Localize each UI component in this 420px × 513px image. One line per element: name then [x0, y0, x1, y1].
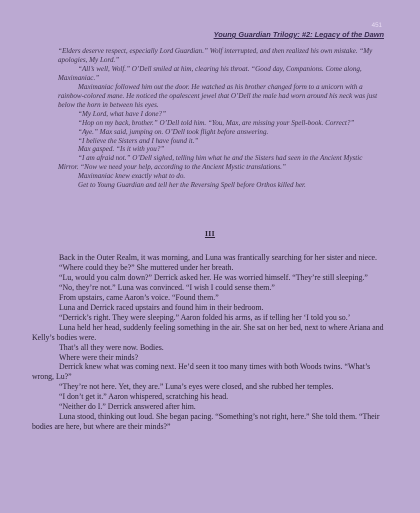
paragraph: “Where could they be?” She muttered under her breath.: [59, 262, 234, 272]
section-break-heading: III: [204, 229, 216, 238]
running-header: Young Guardian Trilogy: #2: Legacy of the Dawn: [213, 30, 384, 39]
paragraph: Luna stood, thinking out loud. She began pacing. “Something’s not right, here.” She told them. “Their bodies are here, but where are their minds?”: [32, 412, 380, 432]
paragraph: “All’s well, Wolf.” O’Dell smiled at him, clearing his throat. “Good day, Companions. Come along, Maximaniac.”: [58, 64, 362, 82]
paragraph: “I am afraid not.” O’Dell sighed, telling him what he and the Sisters had seen in the Ancient Mystic Mirror. “Now we need your help, according to the Ancient Mystic translations.”: [58, 154, 363, 172]
paragraph: “Elders deserve respect, especially Lord Guardian.” Wolf interrupted, and then realized his own mistake. “My apologies, My Lord.”: [58, 47, 373, 64]
paragraph: Maximaniac knew exactly what to do.: [78, 172, 186, 181]
paragraph: Max gasped. “Is it with you?”: [78, 145, 165, 154]
paragraph: Get to Young Guardian and tell her the Reversing Spell before Orthos killed her.: [78, 181, 306, 190]
paragraph: That’s all they were now. Bodies.: [59, 342, 164, 352]
paragraph: “I believe the Sisters and I have found it.”: [78, 136, 199, 145]
paragraph: “Derrick’s right. They were sleeping.” Aaron folded his arms, as if telling her ‘I told you so.’: [59, 312, 351, 322]
paragraph: “Neither do I.” Derrick answered after him.: [59, 402, 196, 412]
paragraph: Derrick knew what was coming next. He’d seen it too many times with both Woods twins. “What’s wrong, Lu?”: [32, 362, 371, 382]
paragraph: Luna held her head, suddenly feeling something in the air. She sat on her bed, next to where Ariana and Kelly’s bodies were.: [32, 322, 384, 342]
paragraph: “They’re not here. Yet, they are.” Luna’s eyes were closed, and she rubbed her temples.: [59, 382, 334, 392]
paragraph: “I don’t get it.” Aaron whispered, scratching his head.: [59, 392, 229, 402]
italic-passage: [58, 47, 382, 190]
paragraph: “Hop on my back, brother.” O’Dell told him. “You, Max, are missing your Spell-book. Correct?”: [78, 118, 355, 127]
paragraph: Maximaniac followed him out the door. He watched as his brother changed form to a unicorn with a rainbow-colored mane. He noticed the opalescent jewel that O’Dell the male had worn around his neck was just below the horn in between his eyes.: [58, 82, 378, 109]
page-number: 451: [371, 22, 382, 29]
main-passage: [32, 253, 384, 432]
paragraph: Where were their minds?: [59, 352, 139, 362]
paragraph: “Aye.” Max said, jumping on. O’Dell took flight before answering.: [78, 127, 269, 136]
paragraph: “My Lord, what have I done?”: [78, 109, 167, 118]
paragraph: “No, they’re not.” Luna was convinced. “I wish I could sense them.”: [59, 282, 275, 292]
paragraph: Back in the Outer Realm, it was morning, and Luna was frantically searching for her sister and niece.: [59, 253, 378, 262]
paragraph: Luna and Derrick raced upstairs and found him in their bedroom.: [59, 302, 264, 312]
paragraph: From upstairs, came Aaron’s voice. “Found them.”: [59, 292, 219, 302]
paragraph: “Lu, would you calm down?” Derrick asked her. He was worried himself. “They’re still sleeping.”: [59, 272, 368, 282]
